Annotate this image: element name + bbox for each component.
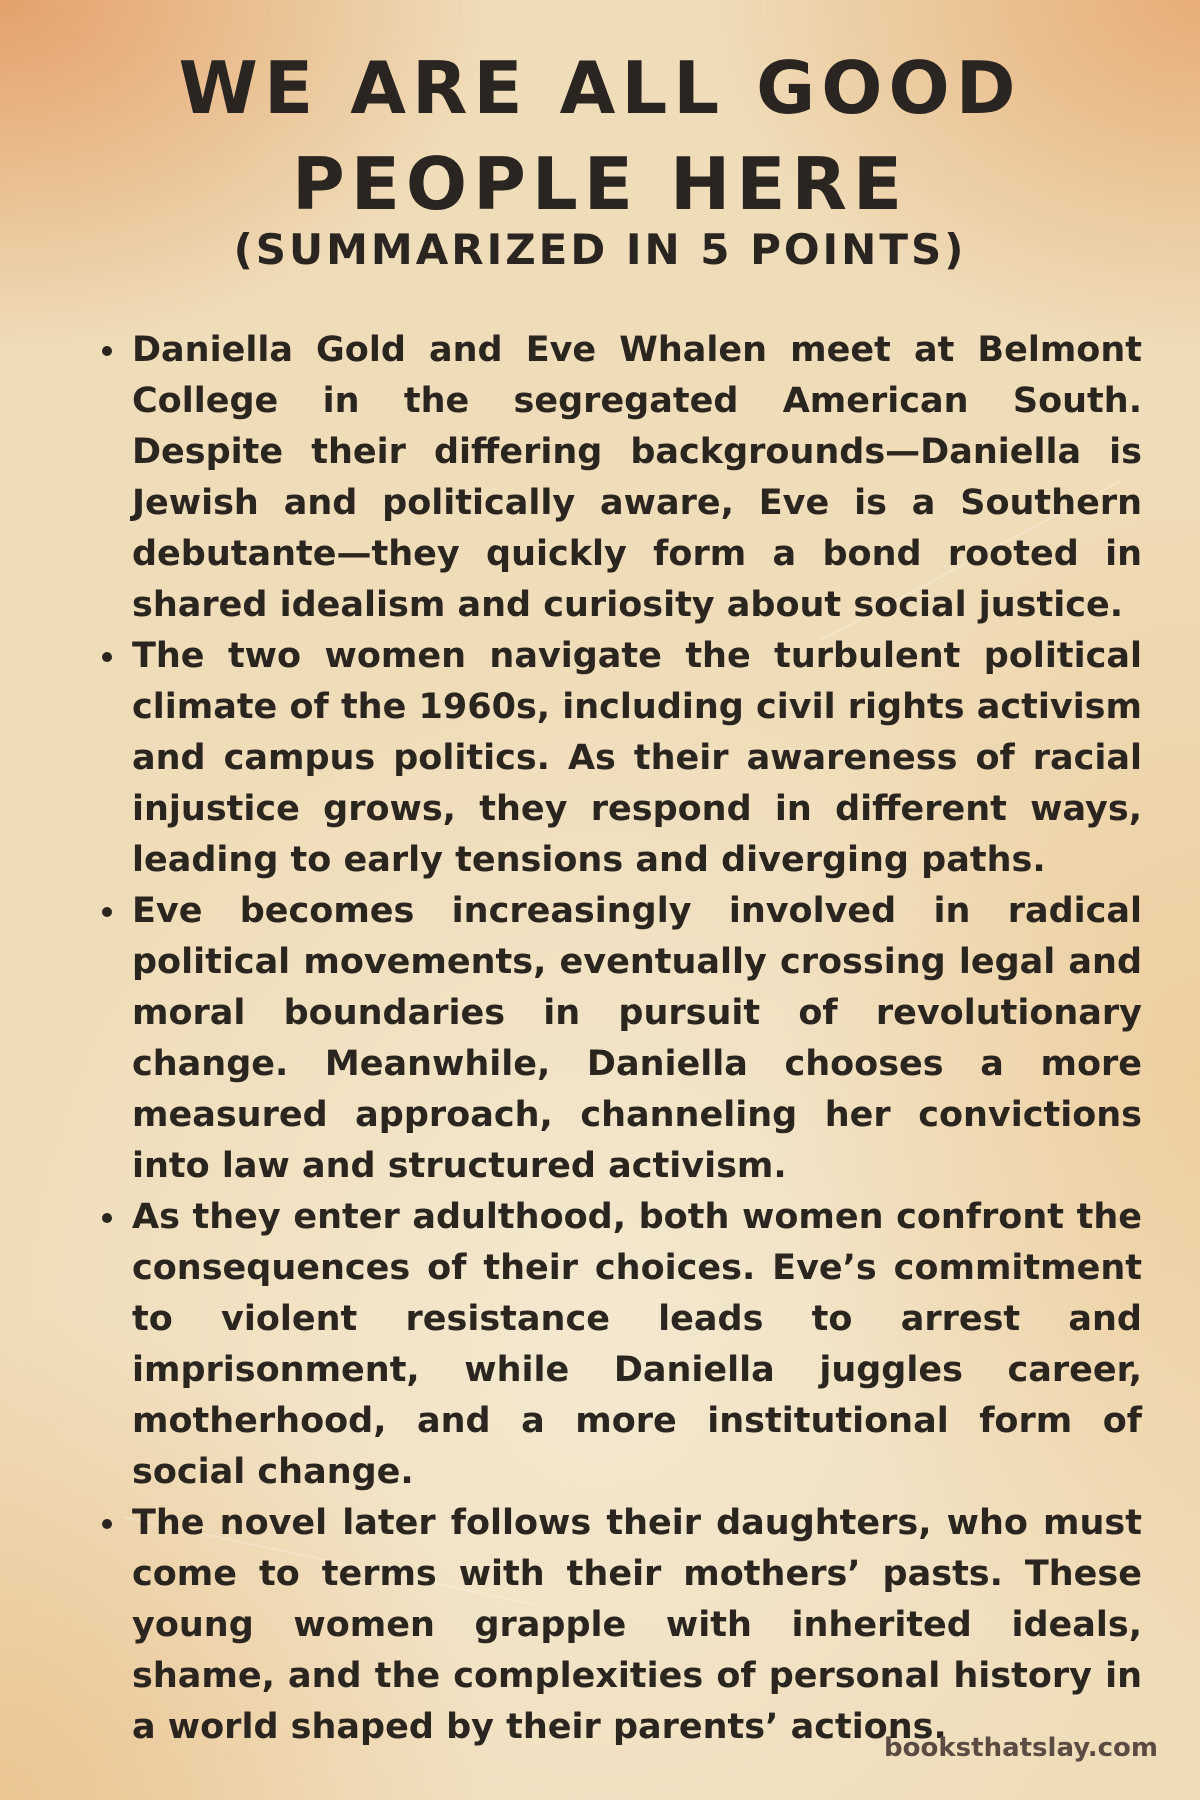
bullet-dot-icon [102,346,112,356]
summary-point-4 [132,1192,1142,1498]
bullet-dot-icon [102,907,112,917]
bullet-dot-icon [102,1519,112,1529]
summary-point-text: Eve becomes increasingly involved in radical political movements, eventually crossing legal and moral boundaries in pursuit of revolutionary change. Meanwhile, Daniella chooses a more measured approach, channeling her convictions into law and structured activism. [132,891,1142,1186]
summary-point-1 [132,325,1142,631]
bullet-dot-icon [102,1213,112,1223]
summary-points-list [132,325,1142,1753]
summary-point-text: Daniella Gold and Eve Whalen meet at Belmont College in the segregated American South. Despite their differing backgrounds—Daniella is Jewish and politically aware, Eve is a Southern debutante—they quickly form a bond rooted in shared idealism and curiosity about social justice. [132,330,1142,625]
summary-point-text: As they enter adulthood, both women confront the consequences of their choices. Eve’s commitment to violent resistance leads to arrest and imprisonment, while Daniella juggles career, motherhood, and a more institutional form of social change. [132,1197,1142,1492]
site-watermark: booksthatslay.com [884,1733,1158,1763]
bullet-dot-icon [102,652,112,662]
summary-point-text: The two women navigate the turbulent political climate of the 1960s, including civil rights activism and campus politics. As their awareness of racial injustice grows, they respond in different ways, leading to early tensions and diverging paths. [132,636,1142,880]
summary-point-2 [132,631,1142,886]
summary-point-5 [132,1498,1142,1753]
summary-point-3 [132,886,1142,1192]
summary-point-text: The novel later follows their daughters, who must come to terms with their mothers’ pasts. These young women grapple with inherited ideals, shame, and the complexities of personal history in a world shaped by their parents’ actions. [132,1503,1142,1747]
page-subtitle: (SUMMARIZED IN 5 POINTS) [233,225,967,274]
page-title: WE ARE ALL GOOD PEOPLE HERE [178,46,1022,226]
